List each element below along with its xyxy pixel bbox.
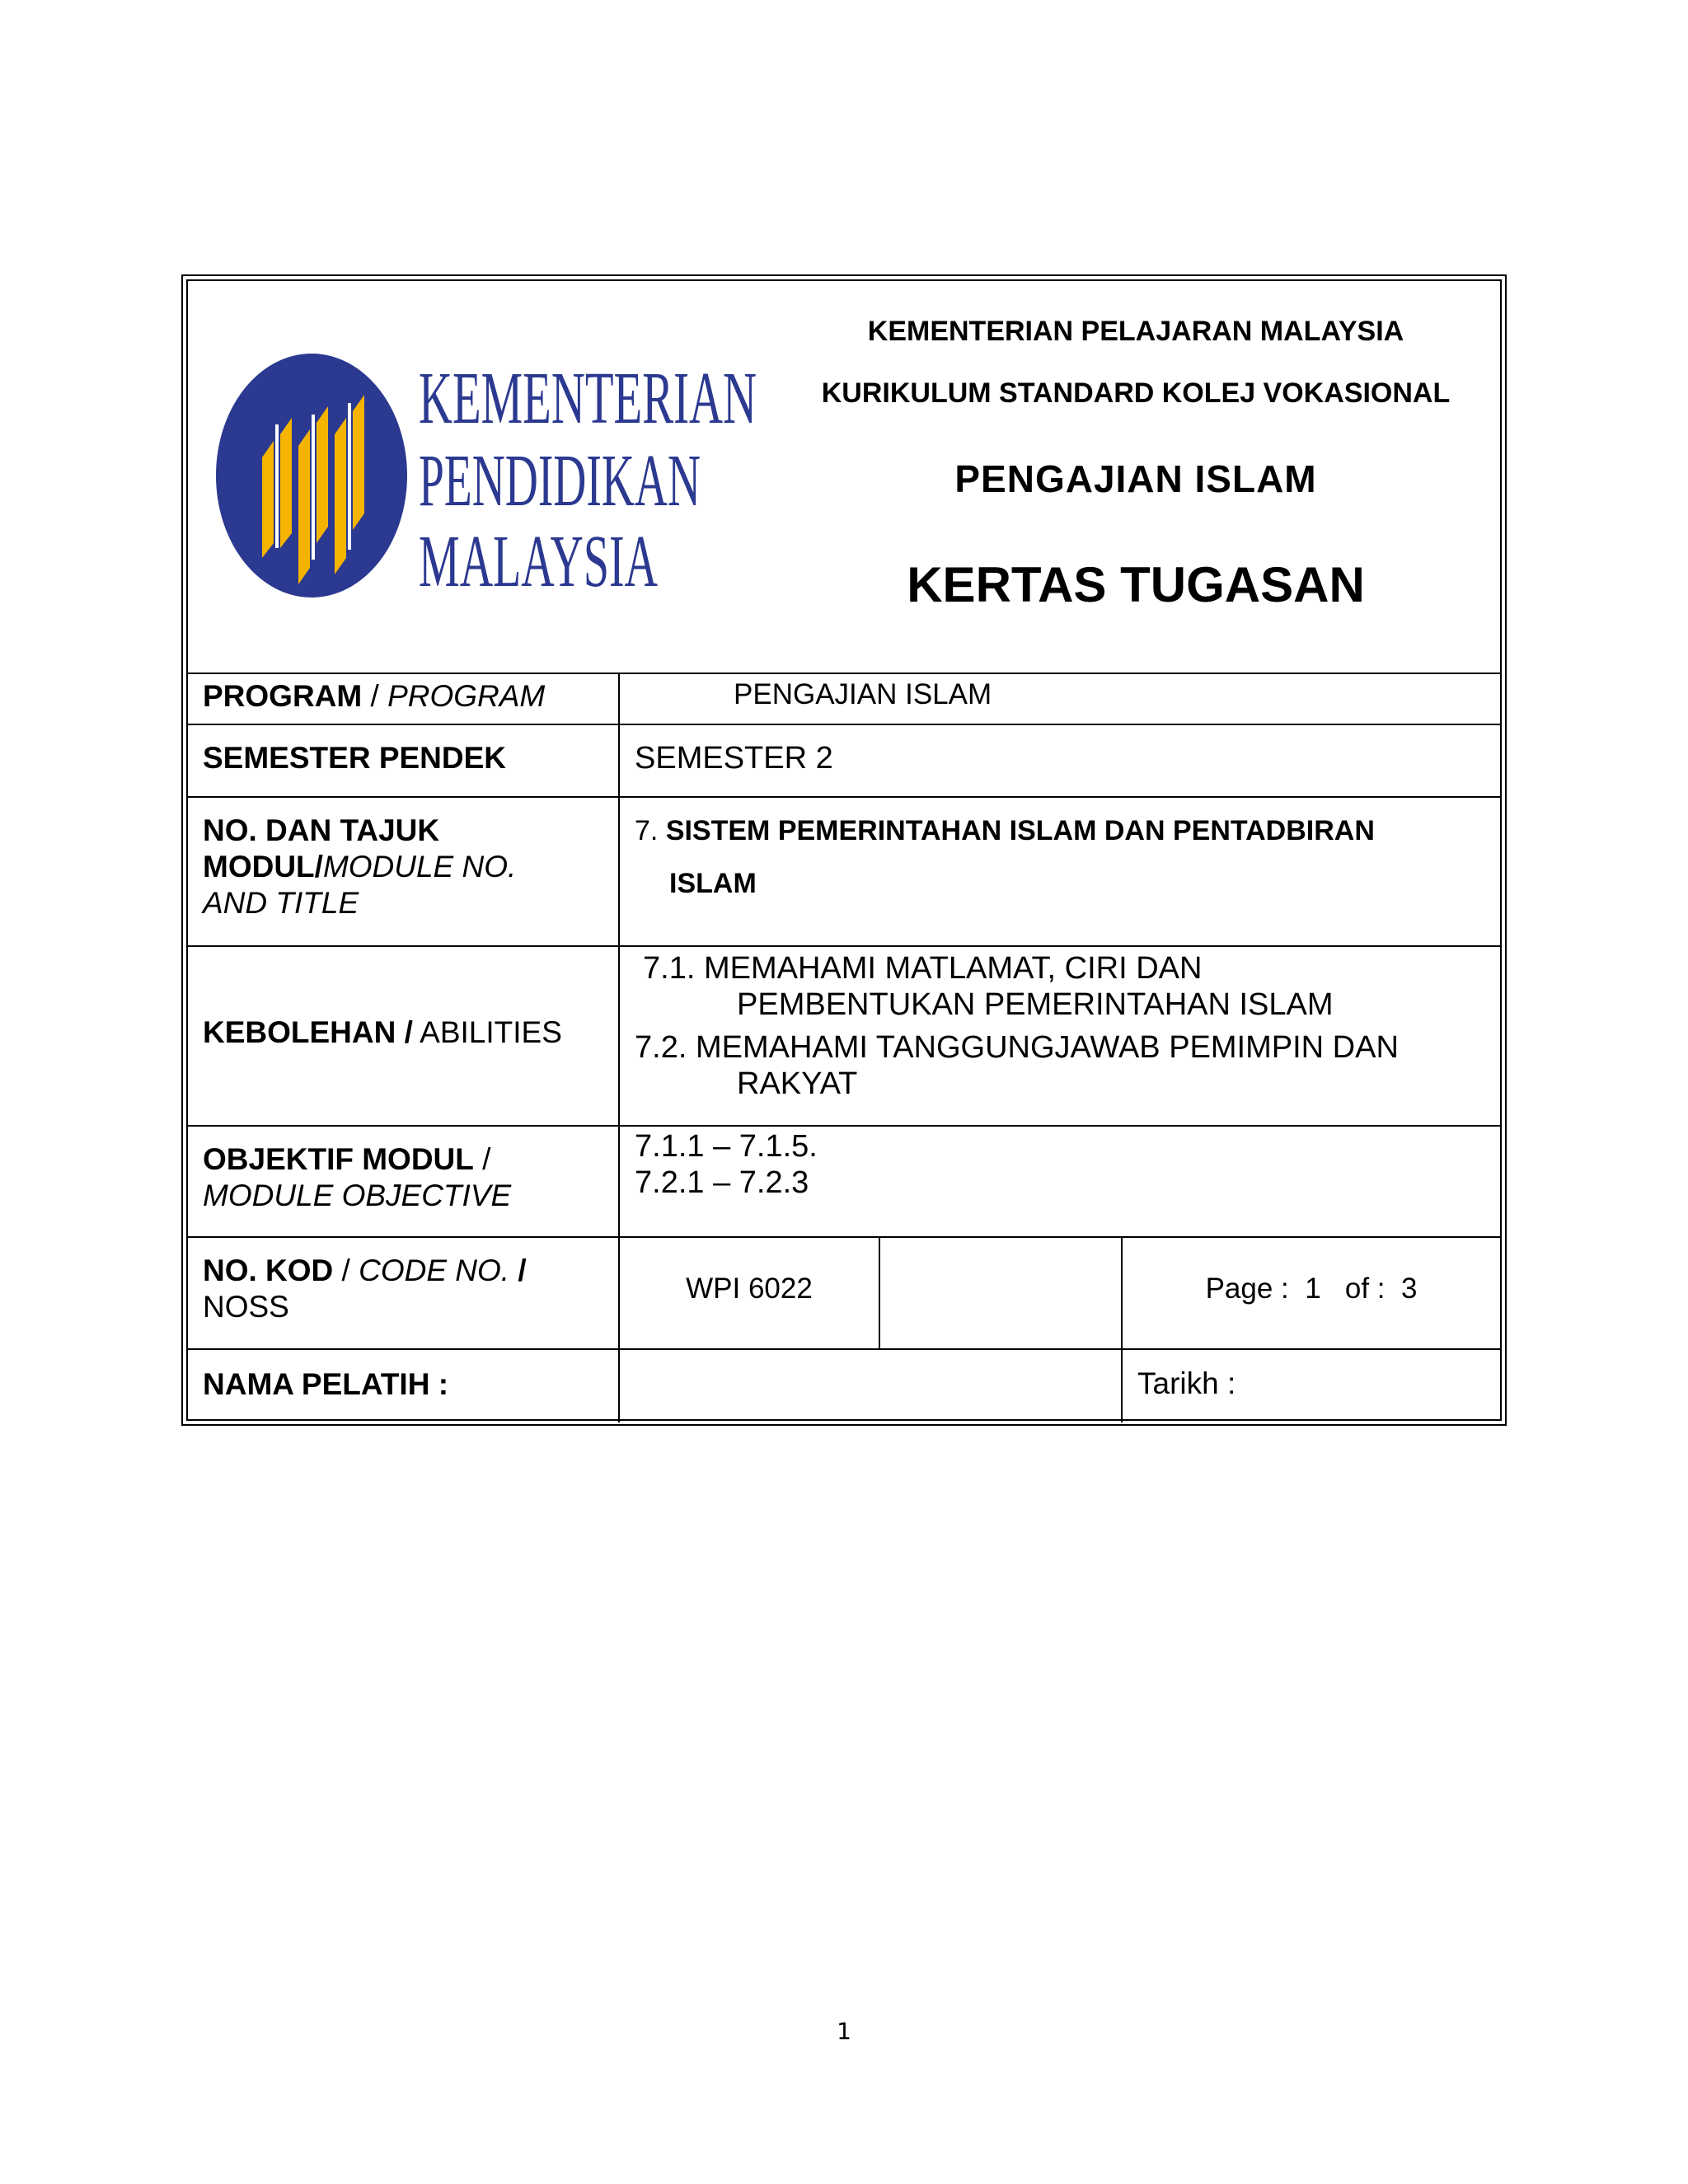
trainee-name-label: NAMA PELATIH :: [203, 1367, 449, 1401]
module-title-line2: ISLAM: [669, 868, 757, 899]
objective-label-bold: OBJEKTIF MODUL: [203, 1142, 474, 1176]
ministry-heading: KEMENTERIAN PELAJARAN MALAYSIA: [867, 316, 1404, 347]
document-title: KERTAS TUGASAN: [907, 557, 1365, 612]
code-value: WPI 6022: [686, 1272, 813, 1305]
module-title-line1: SISTEM PEMERINTAHAN ISLAM DAN PENTADBIRAN: [665, 815, 1375, 846]
code-label-cell: [188, 1236, 620, 1348]
code-label-separator-1: /: [333, 1254, 359, 1287]
code-label-bold: NO. KOD: [203, 1254, 334, 1287]
abilities-label-cell: [188, 945, 620, 1125]
code-value-cell: [620, 1236, 880, 1348]
page-of-label: of :: [1344, 1272, 1386, 1305]
logo-text-line2: PENDIDIKAN: [419, 440, 701, 522]
logo-text-line1: KEMENTERIAN: [419, 358, 757, 439]
objective-label-separator: /: [473, 1142, 491, 1176]
module-row: [188, 796, 1500, 947]
module-number: 7.: [635, 815, 659, 846]
abilities-list: [620, 945, 1500, 1125]
abilities-label-bold: KEBOLEHAN /: [203, 1015, 413, 1049]
curriculum-heading: KURIKULUM STANDARD KOLEJ VOKASIONAL: [821, 377, 1451, 409]
page-info-cell: [1123, 1236, 1500, 1348]
ability-item-1-line2: PEMBENTUKAN PEMERINTAHAN ISLAM: [737, 987, 1334, 1022]
abilities-row: [188, 945, 1500, 1127]
ability-item-2-line2: RAKYAT: [737, 1066, 858, 1101]
task-sheet-inner-border: [186, 279, 1502, 1421]
ability-item-2-line1: 7.2. MEMAHAMI TANGGUNGJAWAB PEMIMPIN DAN: [635, 1030, 1399, 1065]
semester-value-cell: [620, 724, 1500, 796]
trainee-row: [188, 1348, 1500, 1422]
logo-text-line3: MALAYSIA: [419, 521, 658, 602]
logo-wordmark: [419, 358, 757, 602]
task-sheet-table: [181, 274, 1507, 1426]
semester-label-cell: [188, 724, 620, 796]
objective-row: [188, 1125, 1500, 1238]
objective-range-2: 7.2.1 – 7.2.3: [635, 1165, 809, 1200]
trainee-name-field[interactable]: [620, 1348, 1123, 1422]
program-value: PENGAJIAN ISLAM: [734, 678, 992, 710]
date-label: Tarikh :: [1137, 1366, 1236, 1400]
objective-label-cell: [188, 1125, 620, 1236]
code-label-italic: CODE NO.: [359, 1254, 510, 1287]
code-label-separator-2: /: [509, 1254, 527, 1287]
code-label-noss: NOSS: [203, 1290, 289, 1324]
semester-row: [188, 724, 1500, 798]
trainee-label-cell: [188, 1348, 620, 1422]
header-section: [188, 281, 1500, 674]
page-label: Page :: [1205, 1272, 1289, 1305]
module-label-line3: AND TITLE: [203, 886, 359, 920]
code-row: [188, 1236, 1500, 1350]
abilities-label-plain: ABILITIES: [420, 1015, 562, 1049]
semester-label: SEMESTER PENDEK: [203, 741, 507, 775]
objective-label-italic: MODULE OBJECTIVE: [203, 1179, 512, 1212]
module-label-bold: MODUL/: [203, 850, 323, 883]
program-label-separator: /: [362, 679, 388, 713]
page-total: 3: [1400, 1272, 1418, 1305]
program-label-italic: PROGRAM: [387, 679, 546, 713]
ministry-logo: [214, 352, 775, 602]
program-value-cell: [620, 673, 1500, 724]
ability-item-1-line1: 7.1. MEMAHAMI MATLAMAT, CIRI DAN: [643, 951, 1203, 986]
code-empty-cell: [880, 1236, 1123, 1348]
program-label: [188, 673, 620, 724]
program-label-bold: PROGRAM: [203, 679, 363, 713]
module-label-line1: NO. DAN TAJUK: [203, 813, 440, 847]
objective-value-cell: [620, 1125, 1500, 1236]
module-title-cell: [620, 796, 1500, 945]
subject-heading: PENGAJIAN ISLAM: [954, 457, 1317, 500]
semester-value: SEMESTER 2: [635, 741, 833, 776]
program-row: [188, 673, 1500, 725]
page-info: [1123, 1272, 1500, 1305]
objective-range-1: 7.1.1 – 7.1.5.: [635, 1129, 818, 1164]
module-label-cell: [188, 796, 620, 945]
page-current: 1: [1305, 1272, 1321, 1305]
page-number: 1: [837, 2018, 851, 2045]
date-field[interactable]: [1123, 1348, 1500, 1422]
module-label-italic: MODULE NO.: [322, 850, 517, 883]
